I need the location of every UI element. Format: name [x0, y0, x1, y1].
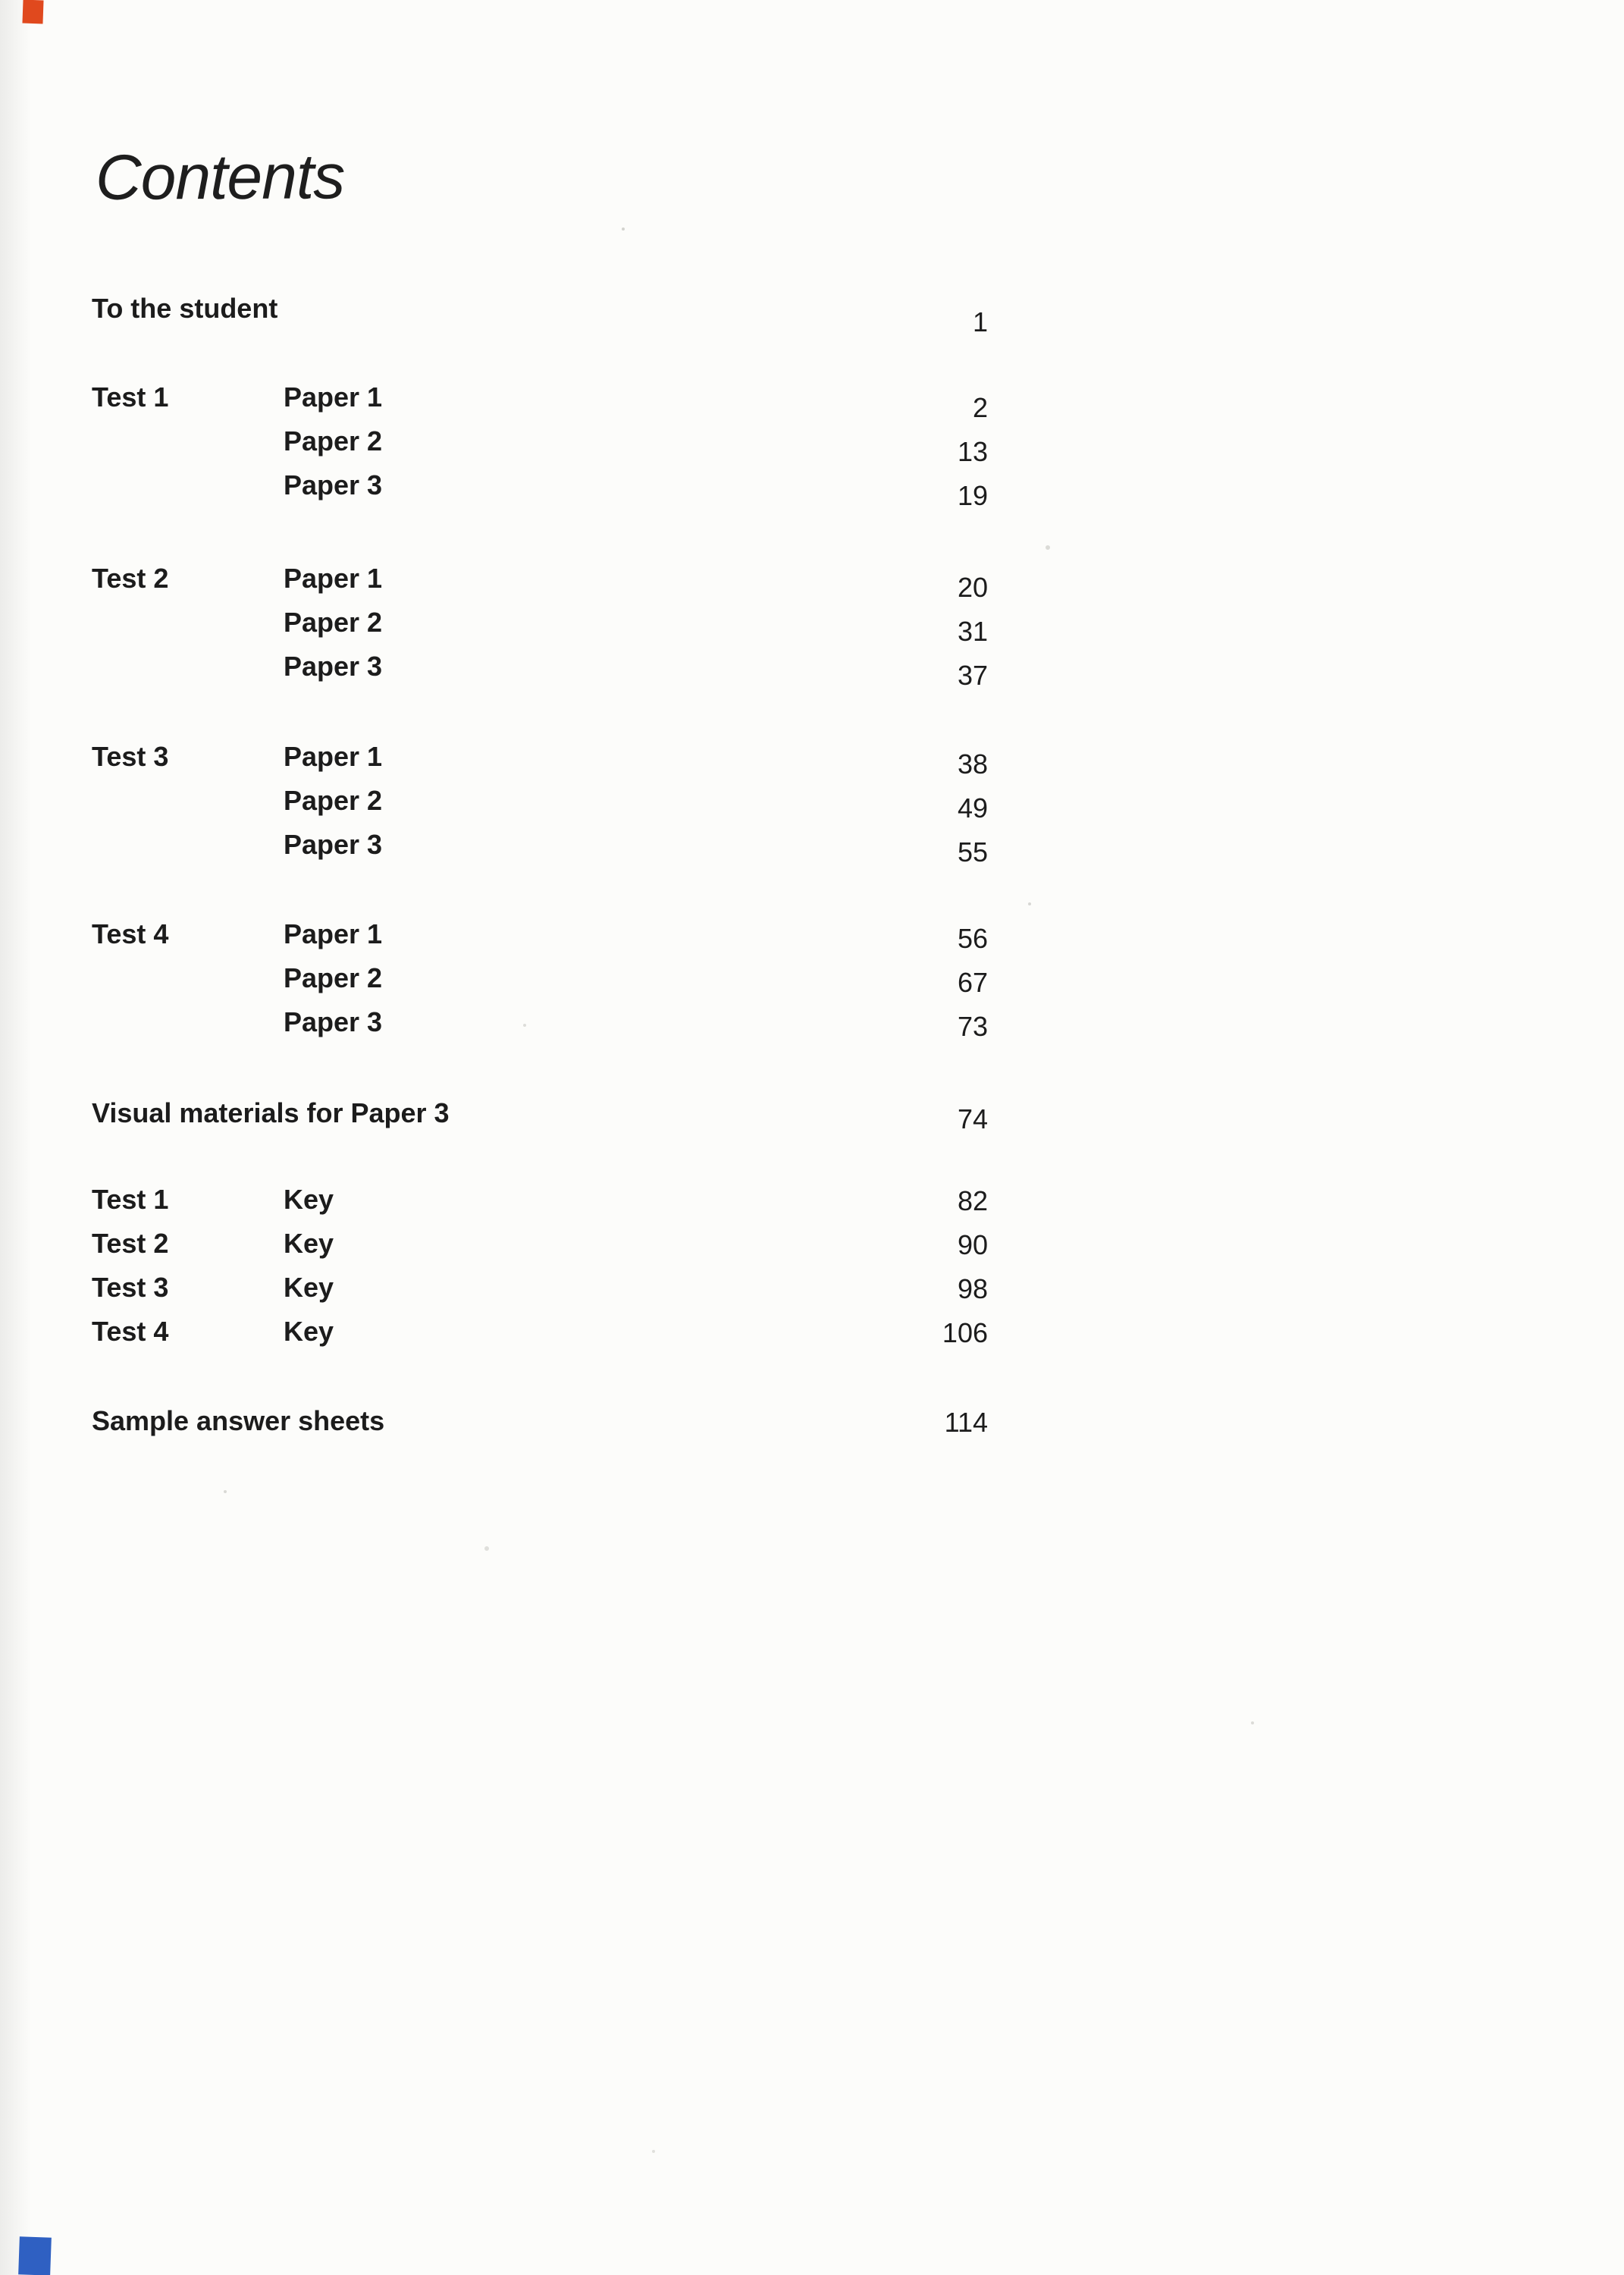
toc-entry-label: Sample answer sheets	[92, 1405, 385, 1436]
page-number: 106	[942, 1317, 988, 1348]
toc-section-test-2	[92, 562, 988, 694]
toc-row	[92, 425, 988, 469]
toc-entry-label: To the student	[92, 293, 278, 324]
toc-row	[92, 1183, 988, 1227]
page-number: 67	[957, 967, 988, 998]
toc-row	[92, 562, 988, 606]
page-edge-shadow	[0, 0, 36, 2275]
test-label: Test 1	[92, 381, 169, 413]
paper-label: Paper 3	[284, 651, 383, 682]
page-number: 2	[972, 392, 988, 423]
key-label: Key	[284, 1272, 334, 1303]
toc-row	[92, 650, 988, 694]
test-label: Test 2	[92, 1228, 169, 1259]
page-number: 13	[957, 436, 988, 467]
page-number: 114	[944, 1407, 988, 1438]
page-number: 19	[957, 480, 988, 511]
test-label: Test 4	[92, 918, 169, 949]
toc-row	[92, 918, 988, 962]
scan-dust-specks	[622, 228, 625, 231]
test-label: Test 3	[92, 1272, 169, 1303]
paper-label: Paper 3	[284, 469, 383, 500]
toc-row	[92, 381, 988, 425]
paper-label: Paper 1	[284, 563, 383, 594]
page-number: 49	[957, 792, 988, 824]
test-label: Test 3	[92, 741, 169, 772]
toc-section-keys	[92, 1183, 988, 1359]
toc-section-visual-materials	[92, 1097, 988, 1141]
cover-edge-blue-strip	[18, 2236, 52, 2275]
toc-entry-label: Visual materials for Paper 3	[92, 1097, 450, 1128]
toc-row	[92, 606, 988, 650]
page-number: 98	[957, 1273, 988, 1304]
paper-label: Paper 2	[284, 785, 383, 816]
page-number: 90	[957, 1229, 988, 1260]
paper-label: Paper 3	[284, 829, 383, 860]
page-number: 31	[957, 616, 988, 647]
page-number: 74	[957, 1103, 988, 1134]
page-number: 73	[957, 1011, 988, 1042]
paper-label: Paper 3	[284, 1006, 383, 1037]
key-label: Key	[284, 1184, 334, 1215]
paper-label: Paper 1	[284, 741, 383, 772]
toc-row	[92, 1404, 988, 1448]
toc-row	[92, 1271, 988, 1315]
toc-row	[92, 1006, 988, 1050]
paper-label: Paper 2	[284, 425, 383, 457]
page-number: 82	[957, 1185, 988, 1216]
toc-row	[92, 1315, 988, 1359]
toc-section-test-3	[92, 740, 988, 872]
test-label: Test 4	[92, 1316, 169, 1347]
toc-section-sample-sheets	[92, 1404, 988, 1448]
page-number: 1	[972, 306, 988, 337]
toc-row	[92, 469, 988, 513]
paper-label: Paper 2	[284, 607, 383, 638]
key-label: Key	[284, 1228, 334, 1259]
paper-label: Paper 2	[284, 962, 383, 993]
toc-row	[92, 962, 988, 1006]
page-number: 55	[957, 836, 988, 868]
toc-row	[92, 784, 988, 828]
test-label: Test 2	[92, 563, 169, 594]
key-label: Key	[284, 1316, 334, 1347]
toc-row	[92, 740, 988, 784]
test-label: Test 1	[92, 1184, 169, 1215]
toc-section-student	[92, 292, 988, 336]
page-number: 38	[957, 748, 988, 780]
paper-label: Paper 1	[284, 918, 383, 949]
toc-section-test-4	[92, 918, 988, 1050]
page-number: 20	[957, 572, 988, 603]
toc-row	[92, 1227, 988, 1271]
toc-row	[92, 828, 988, 872]
toc-row	[92, 1097, 988, 1141]
page-number: 56	[957, 923, 988, 954]
cover-edge-orange-strip	[22, 0, 43, 24]
toc-row	[92, 292, 988, 336]
toc-section-test-1	[92, 381, 988, 513]
paper-label: Paper 1	[284, 381, 383, 413]
page-title: Contents	[95, 140, 345, 213]
page-number: 37	[957, 660, 988, 691]
